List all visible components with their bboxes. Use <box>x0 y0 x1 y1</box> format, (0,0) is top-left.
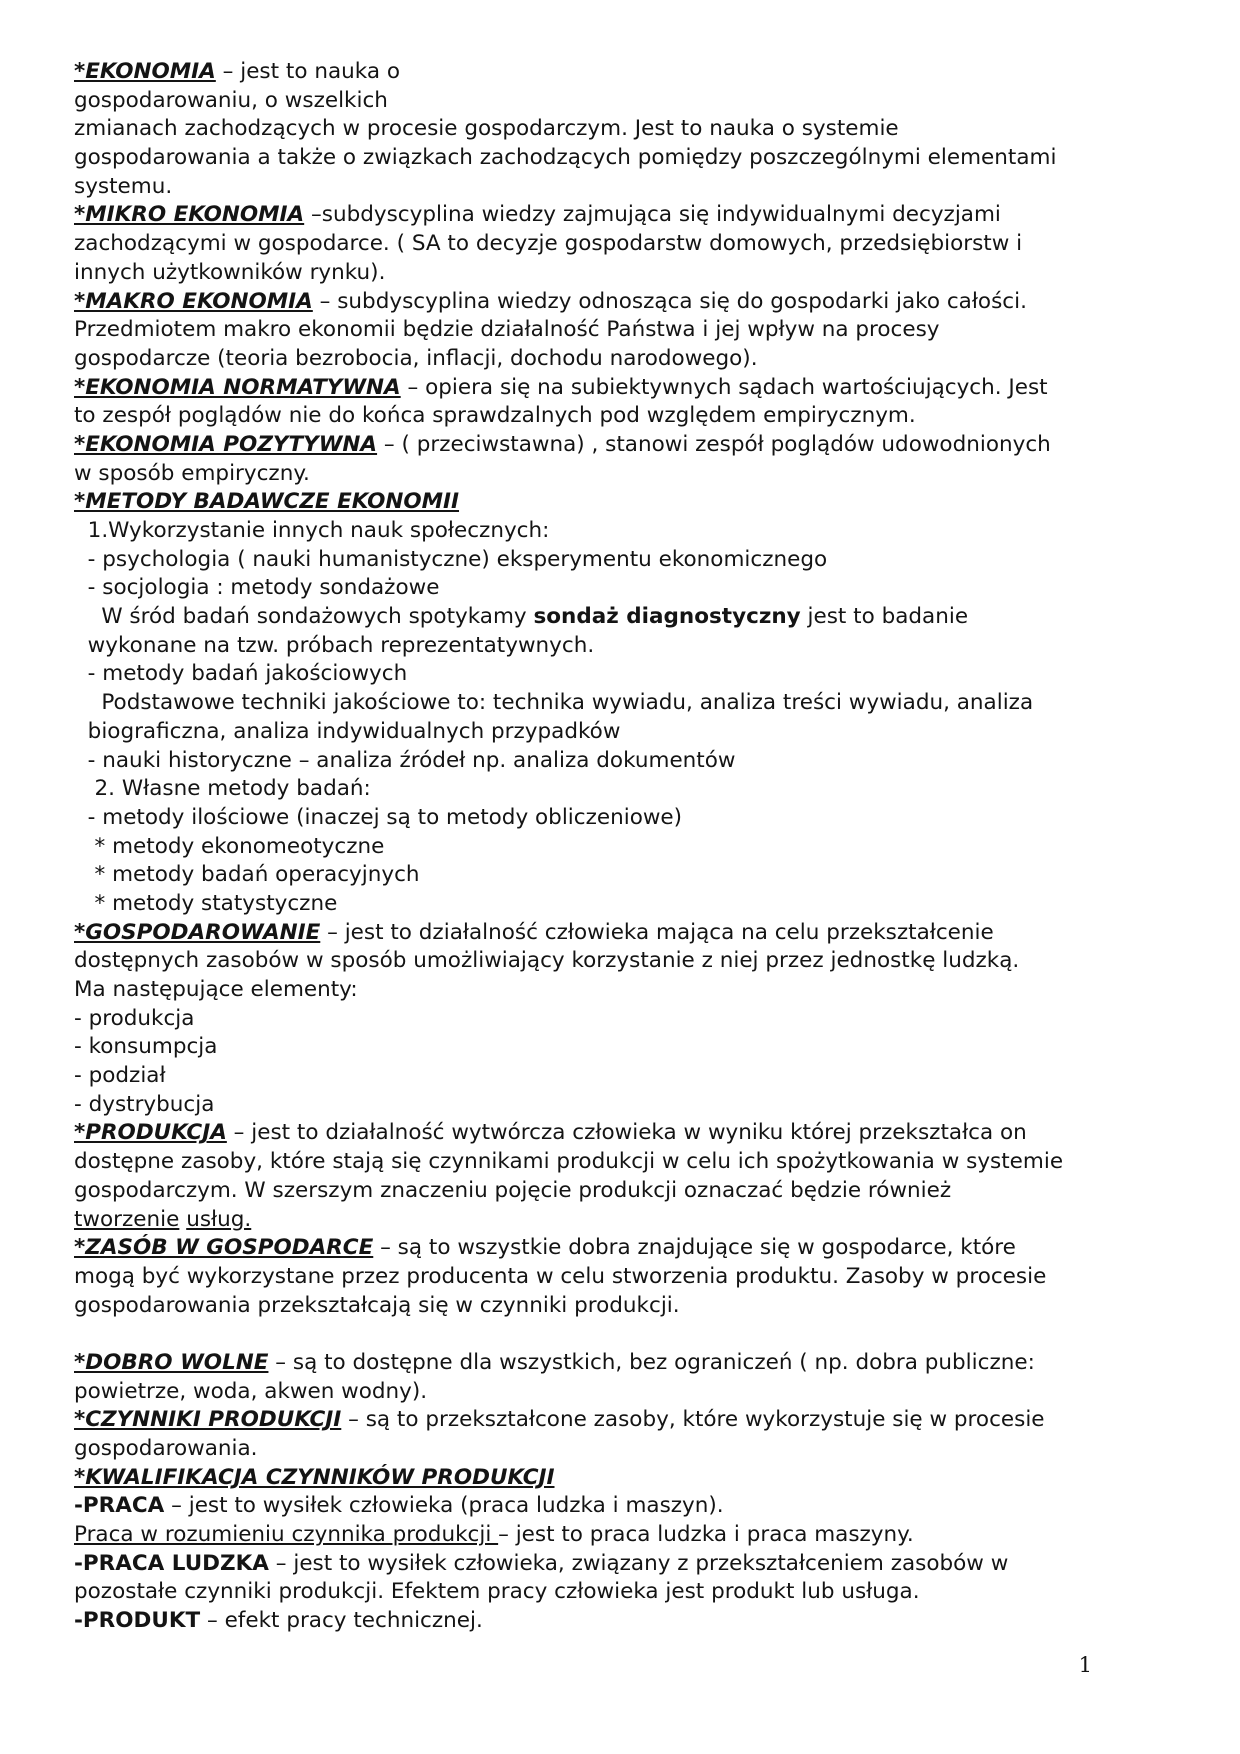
line-text: zmianach zachodzących w procesie gospodarczym. Jest to nauka o systemie <box>74 116 899 142</box>
text-line <box>74 1492 1184 1521</box>
text-line <box>74 919 1184 948</box>
underlined-text: tworzenie <box>74 1206 180 1232</box>
text-line <box>74 775 1184 804</box>
page-number: 1 <box>1078 1653 1092 1677</box>
line-text: mogą być wykorzystane przez producenta w celu stworzenia produktu. Zasoby w procesie <box>74 1263 1047 1289</box>
text-line <box>74 144 1184 173</box>
line-text: – są to dostępne dla wszystkich, bez ograniczeń ( np. dobra publiczne: <box>268 1349 1035 1375</box>
text-line <box>74 1292 1184 1321</box>
text-line <box>74 804 1184 833</box>
line-text: * metody statystyczne <box>74 890 338 916</box>
line-text: dostępnych zasobów w sposób umożliwiający korzystanie z niej przez jednostkę ludzką. <box>74 948 1020 974</box>
text-line <box>74 288 1184 317</box>
text-line <box>74 890 1184 919</box>
line-text: gospodarowania przekształcają się w czynniki produkcji. <box>74 1292 680 1318</box>
term-heading: *KWALIFIKACJA CZYNNIKÓW PRODUKCJI <box>74 1464 555 1490</box>
text-line <box>74 1521 1184 1550</box>
line-text: Podstawowe techniki jakościowe to: technika wywiadu, analiza treści wywiadu, analiza <box>74 690 1034 716</box>
bold-text: sondaż diagnostyczny <box>533 604 801 630</box>
text-line <box>74 947 1184 976</box>
text-line <box>74 1464 1184 1493</box>
text-line <box>74 1062 1184 1091</box>
line-text: innych użytkowników rynku). <box>74 259 386 285</box>
text-line <box>74 345 1184 374</box>
line-text: zachodzącymi w gospodarce. ( SA to decyzje gospodarstw domowych, przedsiębiorstw i <box>74 231 1023 257</box>
term-heading: *EKONOMIA POZYTYWNA <box>74 431 378 457</box>
text-line <box>74 861 1184 890</box>
line-text: * metody badań operacyjnych <box>74 862 420 888</box>
line-text: – jest to wysiłek człowieka, związany z przekształceniem zasobów w <box>268 1550 1009 1576</box>
line-text: Przedmiotem makro ekonomii będzie działalność Państwa i jej wpływ na procesy <box>74 317 940 343</box>
line-text: – opiera się na subiektywnych sądach wartościujących. Jest <box>400 374 1048 400</box>
line-text: – jest to praca ludzka i praca maszyny. <box>498 1522 914 1548</box>
line-text: systemu. <box>74 173 173 199</box>
line-text: pozostałe czynniki produkcji. Efektem pracy człowieka jest produkt lub usługa. <box>74 1579 920 1605</box>
line-text: – efekt pracy technicznej. <box>200 1608 483 1634</box>
text-line <box>74 402 1184 431</box>
line-text: - psychologia ( nauki humanistyczne) eksperymentu ekonomicznego <box>74 546 828 572</box>
text-line <box>74 431 1184 460</box>
text-line <box>74 517 1184 546</box>
line-text: Ma następujące elementy: <box>74 977 358 1002</box>
line-text: – ( przeciwstawna) , stanowi zespół poglądów udowodnionych <box>377 431 1051 457</box>
line-text: - produkcja <box>74 1005 195 1031</box>
line-text: 2. Własne metody badań: <box>74 776 371 802</box>
text-line <box>74 460 1184 489</box>
text-line <box>74 230 1184 259</box>
line-text: – jest to działalność wytwórcza człowieka w wyniku której przekształca on <box>226 1120 1027 1146</box>
line-text: - nauki historyczne – analiza źródeł np. analiza dokumentów <box>74 747 736 773</box>
term-heading: *DOBRO WOLNE <box>74 1349 269 1375</box>
line-text: jest to badanie <box>800 604 969 630</box>
text-line <box>74 488 1184 517</box>
text-line <box>74 833 1184 862</box>
underlined-text: usług. <box>186 1206 252 1232</box>
line-text: gospodarowania a także o związkach zachodzących pomiędzy poszczególnymi elementami <box>74 145 1057 171</box>
line-text: - metody badań jakościowych <box>74 661 408 687</box>
text-line <box>74 316 1184 345</box>
text-line <box>74 1435 1184 1464</box>
line-text: dostępne zasoby, które stają się czynnikami produkcji w celu ich spożytkowania w systemie <box>74 1149 1064 1175</box>
line-text: – jest to wysiłek człowieka (praca ludzka i maszyn). <box>164 1493 724 1519</box>
line-text: gospodarczym. W szerszym znaczeniu pojęcie produkcji oznaczać będzie również <box>74 1177 952 1203</box>
term-heading: *METODY BADAWCZE EKONOMII <box>74 489 460 515</box>
line-text: – są to przekształcone zasoby, które wykorzystuje się w procesie <box>341 1407 1045 1433</box>
term-heading: *EKONOMIA NORMATYWNA <box>74 374 401 400</box>
term-heading: *CZYNNIKI PRODUKCJI <box>74 1407 342 1433</box>
text-line <box>74 689 1184 718</box>
text-line <box>74 115 1184 144</box>
underlined-text: Praca w rozumieniu czynnika produkcji <box>74 1522 499 1548</box>
line-text: – jest to nauka o <box>215 59 400 84</box>
line-text: - metody ilościowe (inaczej są to metody obliczeniowe) <box>74 804 683 830</box>
text-line <box>74 1033 1184 1062</box>
term-heading: *MAKRO EKONOMIA <box>74 288 313 314</box>
line-text: – jest to działalność człowieka mająca na celu przekształcenie <box>320 919 994 945</box>
text-line <box>74 374 1184 403</box>
text-line <box>74 1550 1184 1579</box>
term-heading: *PRODUKCJA <box>74 1120 227 1146</box>
line-text: 1.Wykorzystanie innych nauk społecznych: <box>74 518 550 543</box>
line-text: - dystrybucja <box>74 1091 215 1117</box>
line-text: biograficzna, analiza indywidualnych przypadków <box>74 718 621 744</box>
text-line <box>74 546 1184 575</box>
text-line <box>74 632 1184 661</box>
text-line <box>74 1234 1184 1263</box>
text-line <box>74 87 1184 116</box>
text-line <box>74 1406 1184 1435</box>
text-line <box>74 1263 1184 1292</box>
text-line <box>74 58 1184 87</box>
document-body <box>74 58 1184 1636</box>
text-line <box>74 1578 1184 1607</box>
term-heading: *MIKRO EKONOMIA <box>74 202 305 228</box>
text-line <box>74 660 1184 689</box>
text-line <box>74 718 1184 747</box>
line-text: W śród badań sondażowych spotykamy <box>74 604 534 630</box>
line-text: –subdyscyplina wiedzy zajmująca się indywidualnymi decyzjami <box>304 202 1001 228</box>
text-line <box>74 1005 1184 1034</box>
text-line <box>74 747 1184 776</box>
line-text: powietrze, woda, akwen wodny). <box>74 1378 428 1404</box>
line-text: * metody ekonomeotyczne <box>74 833 385 859</box>
text-line <box>74 1177 1184 1206</box>
line-text: w sposób empiryczny. <box>74 460 310 486</box>
blank-line <box>74 1320 1184 1349</box>
text-line <box>74 1119 1184 1148</box>
text-line <box>74 201 1184 230</box>
line-text: wykonane na tzw. próbach reprezentatywnych. <box>74 632 595 658</box>
text-line <box>74 574 1184 603</box>
text-line <box>74 259 1184 288</box>
line-text: – subdyscyplina wiedzy odnosząca się do gospodarki jako całości. <box>312 288 1027 314</box>
text-line <box>74 976 1184 1005</box>
line-text: gospodarcze (teoria bezrobocia, inflacji, dochodu narodowego). <box>74 345 758 371</box>
line-text: - konsumpcja <box>74 1034 218 1060</box>
term-heading: *EKONOMIA <box>74 59 216 84</box>
bold-text: -PRACA LUDZKA <box>74 1550 269 1576</box>
line-text: to zespół poglądów nie do końca sprawdzalnych pod względem empirycznym. <box>74 403 916 429</box>
line-text: gospodarowaniu, o wszelkich <box>74 87 388 113</box>
text-line <box>74 1349 1184 1378</box>
text-line <box>74 1206 1184 1235</box>
line-text: gospodarowania. <box>74 1436 258 1461</box>
bold-text: -PRODUKT <box>74 1608 201 1634</box>
line-text: – są to wszystkie dobra znajdujące się w gospodarce, które <box>373 1235 1016 1261</box>
term-heading: *ZASÓB W GOSPODARCE <box>74 1235 374 1261</box>
text-line <box>74 1148 1184 1177</box>
text-line <box>74 1091 1184 1120</box>
text-line <box>74 173 1184 202</box>
bold-text: -PRACA <box>74 1493 165 1519</box>
line-text: - podział <box>74 1063 166 1089</box>
text-line <box>74 1607 1184 1636</box>
term-heading: *GOSPODAROWANIE <box>74 919 321 945</box>
line-text: - socjologia : metody sondażowe <box>74 575 440 601</box>
text-line <box>74 603 1184 632</box>
text-line <box>74 1378 1184 1407</box>
